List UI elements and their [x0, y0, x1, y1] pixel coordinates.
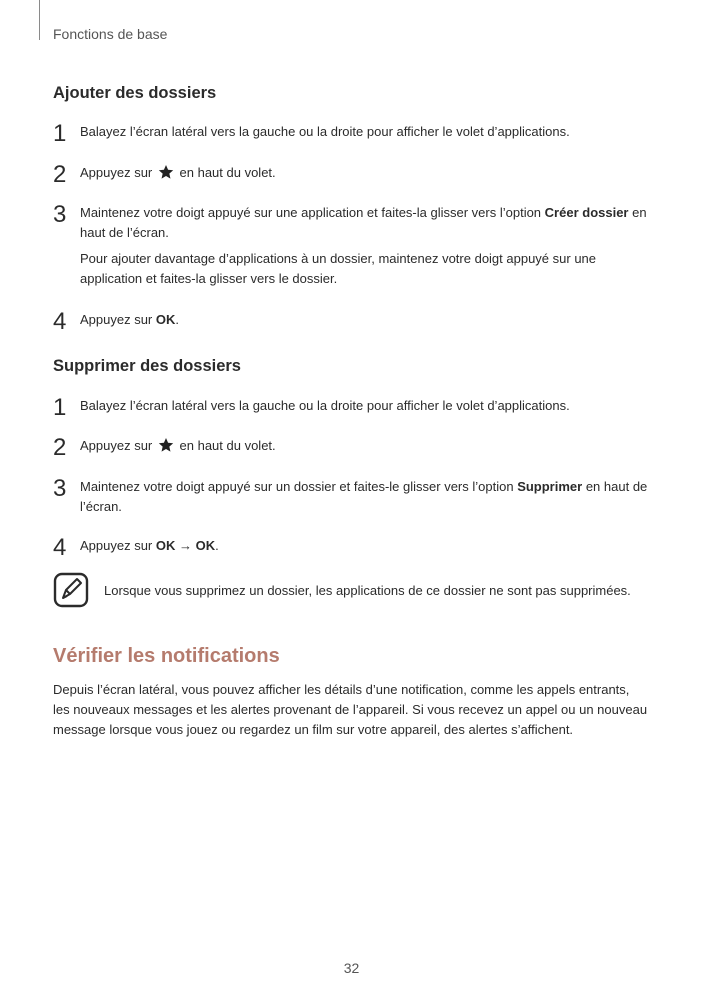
add-step-4	[53, 308, 653, 335]
option-delete: Supprimer	[517, 479, 583, 494]
step-number: 4	[53, 308, 67, 335]
step-text-post: en haut du volet.	[179, 165, 276, 180]
star-icon	[158, 437, 174, 453]
step-text: Balayez l’écran latéral vers la gauche ou la droite pour afficher le volet d’applications.	[80, 398, 570, 413]
step-text-pre: Appuyez sur	[80, 538, 153, 553]
note-text: Lorsque vous supprimez un dossier, les applications de ce dossier ne sont pas supprimées.	[104, 583, 631, 598]
add-step-3	[53, 203, 653, 289]
step-number: 3	[53, 201, 67, 228]
period: .	[175, 312, 180, 327]
step-text-pre: Appuyez sur	[80, 438, 153, 453]
step-text-pre: Maintenez votre doigt appuyé sur une application et faites-la glisser vers l’option	[80, 205, 542, 220]
step-text-post: en haut du volet.	[179, 438, 276, 453]
step-text-post: en haut de l’écran.	[80, 479, 648, 514]
option-ok-confirm: OK	[195, 538, 216, 553]
header-rule	[39, 0, 40, 40]
step-number: 1	[53, 394, 67, 421]
step-text-post: en haut de l’écran.	[80, 205, 647, 240]
remove-step-3	[53, 477, 653, 517]
option-ok: OK	[155, 312, 176, 327]
step-number: 1	[53, 120, 67, 147]
step-extra-text: Pour ajouter davantage d’applications à un dossier, maintenez votre doigt appuyé sur une application et faites-la glisser vers le dossier.	[80, 251, 597, 286]
remove-step-2	[53, 434, 653, 461]
step-number: 2	[53, 434, 67, 461]
period: .	[215, 538, 219, 553]
section-title-remove-folders: Supprimer des dossiers	[53, 357, 241, 375]
step-text-pre: Appuyez sur	[80, 165, 153, 180]
add-step-1	[53, 120, 653, 147]
step-text-pre: Appuyez sur	[80, 312, 153, 327]
page-number: 32	[343, 960, 360, 976]
section-title-add-folders: Ajouter des dossiers	[53, 84, 217, 102]
option-ok: OK	[155, 538, 176, 553]
star-icon	[158, 164, 174, 180]
add-step-2	[53, 161, 653, 188]
notifications-paragraph: Depuis l’écran latéral, vous pouvez afficher les détails d’une notification, comme les appels entrants, les nouveaux messages et les alertes provenant de l’appareil. Si vous recevez un appel ou un nouveau message lorsque vous jouez ou regardez un film sur votre appareil, des alertes s’affichent.	[53, 682, 648, 737]
step-text: Balayez l’écran latéral vers la gauche ou la droite pour afficher le volet d’applications.	[80, 124, 570, 139]
note-pencil-icon	[53, 572, 89, 608]
arrow: →	[179, 538, 193, 553]
step-number: 4	[53, 534, 67, 561]
section-title-notifications: Vérifier les notifications	[53, 645, 280, 667]
option-create-folder: Créer dossier	[544, 205, 629, 220]
remove-step-4	[53, 534, 653, 561]
remove-step-1	[53, 394, 653, 421]
step-text-pre: Maintenez votre doigt appuyé sur un dossier et faites-le glisser vers l’option	[80, 479, 514, 494]
step-number: 3	[53, 475, 67, 502]
step-number: 2	[53, 161, 67, 188]
running-header: Fonctions de base	[53, 26, 168, 42]
